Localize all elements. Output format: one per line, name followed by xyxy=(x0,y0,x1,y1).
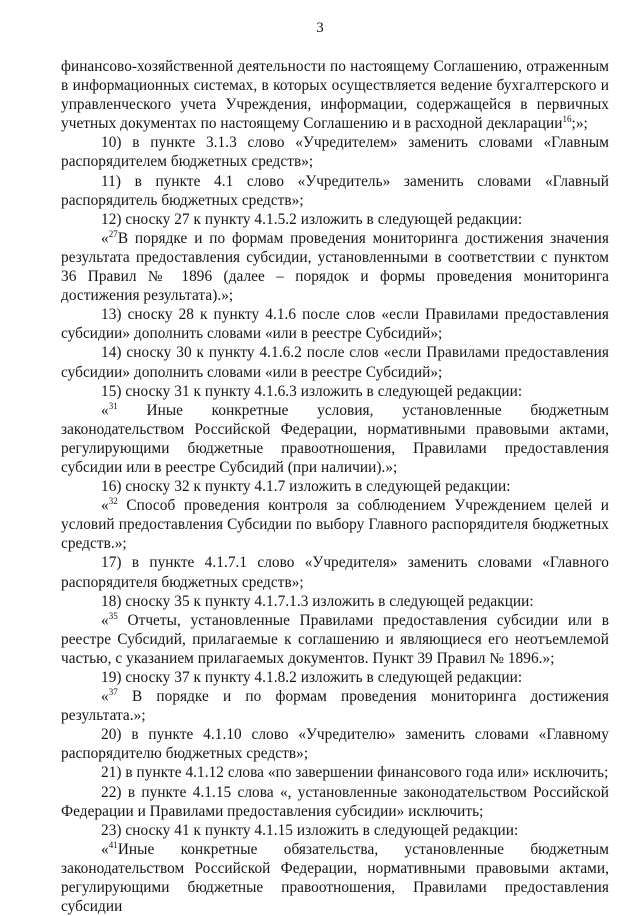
footnote-37-text: «$^{37}$ В порядке и по формам проведения мониторинга достижения результата.»; xyxy=(61,687,609,725)
footnote-32-text: «$^{32}$ Способ проведения контроля за соблюдением Учреждением целей и условий предоставления Субсидии по выбору Главного распорядителя бюджетных средств.»; xyxy=(61,496,609,553)
footnote-31-text: «$^{31}$ Иные конкретные условия, установленные бюджетным законодательством Российской Федерации, нормативными правовыми актами, регулирующими бюджетные правоотношения, Правилами предоставления субсидии или в реестре Субсидий (при наличии).»; xyxy=(61,400,609,476)
amendment-item-19: 19) сноску 37 к пункту 4.1.8.2 изложить в следующей редакции: xyxy=(101,669,523,686)
amendment-item-15: 15) сноску 31 к пункту 4.1.6.3 изложить в следующей редакции: xyxy=(101,382,523,400)
amendment-item-10: 10) в пункте 3.1.3 слово «Учредителем» заменить словами «Главным распорядителем бюджетных средств»; xyxy=(61,134,609,171)
amendment-item-18: 18) сноску 35 к пункту 4.1.7.1.3 изложить в следующей редакции: xyxy=(101,592,534,610)
document-body xyxy=(61,57,609,916)
paragraph-continuation: финансово-хозяйственной деятельности по настоящему Соглашению, отраженным в информационных системах, в которых осуществляется ведение бухгалтерского и управленческого учета Учреждения, информации, содержащейся в первичных учетных документах по настоящему Соглашению и в расходной декларации$^{16}$;»; xyxy=(61,58,609,133)
footnote-27-text: «$^{27}$В порядке и по формам проведения мониторинга достижения значения результата предоставления субсидии, установленными в соответствии с пунктом 36 Правил № 1896 (далее – порядок и формы проведения мониторинга достижения результата).»; xyxy=(61,228,609,305)
amendment-item-20: 20) в пункте 4.1.10 слово «Учредителю» заменить словами «Главному распорядителю бюджетных средств»; xyxy=(61,726,609,763)
amendment-item-16: 16) сноску 32 к пункту 4.1.7 изложить в следующей редакции: xyxy=(101,478,511,496)
amendment-item-12: 12) сноску 27 к пункту 4.1.5.2 изложить в следующей редакции: xyxy=(101,210,523,228)
amendment-item-23: 23) сноску 41 к пункту 4.1.15 изложить в следующей редакции: xyxy=(101,821,519,839)
page-number: 3 xyxy=(316,20,324,36)
amendment-item-22: 22) в пункте 4.1.15 слова «, установленные законодательством Российской Федерации и Правилами предоставления субсидии» исключить; xyxy=(61,783,609,820)
amendment-item-21: 21) в пункте 4.1.12 слова «по завершении финансового года или» исключить; xyxy=(101,764,609,782)
amendment-item-13: 13) сноску 28 к пункту 4.1.6 после слов «если Правилами предоставления субсидии» дополнить словами «или в реестре Субсидий»; xyxy=(61,306,609,343)
amendment-item-17: 17) в пункте 4.1.7.1 слово «Учредителя» заменить словами «Главного распорядителя бюджетных средств»; xyxy=(61,554,609,591)
footnote-41-text: «$^{41}$Иные конкретные обязательства, установленные бюджетным законодательством Российской Федерации, нормативными правовыми актами, регулирующими бюджетные правоотношения, Правилами предоставления субсидии xyxy=(61,839,609,916)
amendment-item-14: 14) сноску 30 к пункту 4.1.6.2 после слов «если Правилами предоставления субсидии» дополнить словами «или в реестре Субсидий»; xyxy=(61,344,609,381)
amendment-item-11: 11) в пункте 4.1 слово «Учредитель» заменить словами «Главный распорядитель бюджетных средств»; xyxy=(61,172,609,209)
footnote-35-text: «$^{35}$ Отчеты, установленные Правилами предоставления субсидии или в реестре Субсидий, прилагаемые к соглашению и являющиеся его неотъемлемой частью, с указанием прилагаемых документов. Пункт 39 Правил № 1896.»; xyxy=(61,610,609,667)
